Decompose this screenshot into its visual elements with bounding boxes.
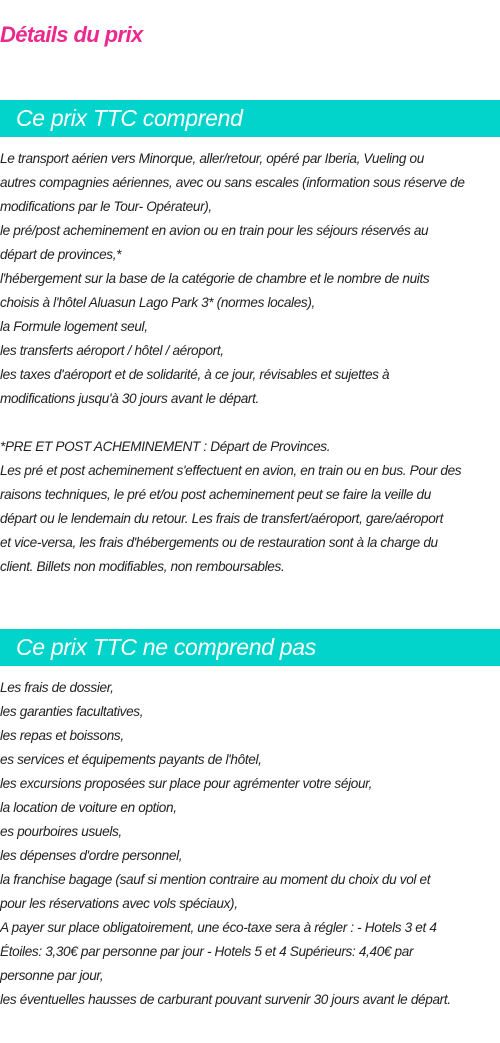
blank-line — [0, 411, 500, 435]
included-text-line: les taxes d'aéroport et de solidarité, à ce jour, révisables et sujettes à — [0, 367, 390, 382]
page-title: Détails du prix — [0, 22, 143, 47]
excluded-text-line: les excursions proposées sur place pour agrémenter votre séjour, — [0, 776, 373, 791]
included-text-line: raisons techniques, le pré et/ou post acheminement peut se faire la veille du — [0, 487, 431, 502]
included-text-line: Le transport aérien vers Minorque, aller/retour, opéré par Iberia, Vueling ou — [0, 151, 424, 166]
excluded-text-line: les éventuelles hausses de carburant pouvant survenir 30 jours avant le départ. — [0, 992, 451, 1007]
excluded-text-line: A payer sur place obligatoirement, une éco-taxe sera à régler : - Hotels 3 et 4 — [0, 920, 437, 935]
included-text-line: modifications par le Tour- Opérateur), — [0, 199, 212, 214]
included-section-header: Ce prix TTC comprend — [0, 100, 500, 137]
excluded-text-line: les dépenses d'ordre personnel, — [0, 848, 183, 863]
included-text-line: le pré/post acheminement en avion ou en train pour les séjours réservés au — [0, 223, 429, 238]
excluded-text-line: Les frais de dossier, — [0, 680, 114, 695]
included-text-line: départ de provinces,* — [0, 247, 122, 262]
included-text-line: Les pré et post acheminement s'effectuent en avion, en train ou en bus. Pour des — [0, 463, 462, 478]
included-text-line: modifications jusqu'à 30 jours avant le départ. — [0, 391, 259, 406]
excluded-text-line: les repas et boissons, — [0, 728, 124, 743]
included-text-line: l'hébergement sur la base de la catégorie de chambre et le nombre de nuits — [0, 271, 430, 286]
excluded-text-line: les garanties facultatives, — [0, 704, 144, 719]
included-text-line: les transferts aéroport / hôtel / aéroport, — [0, 343, 224, 358]
excluded-text-block — [0, 676, 500, 1012]
included-text-line: *PRE ET POST ACHEMINEMENT : Départ de Provinces. — [0, 439, 331, 454]
excluded-text-line: es services et équipements payants de l'hôtel, — [0, 752, 262, 767]
included-text-line: client. Billets non modifiables, non remboursables. — [0, 559, 285, 574]
included-text-line: la Formule logement seul, — [0, 319, 148, 334]
excluded-section-header: Ce prix TTC ne comprend pas — [0, 629, 500, 666]
excluded-text-line: la location de voiture en option, — [0, 800, 177, 815]
included-text-block — [0, 147, 500, 579]
included-text-line: et vice-versa, les frais d'hébergements ou de restauration sont à la charge du — [0, 535, 438, 550]
included-text-line: choisis à l'hôtel Aluasun Lago Park 3* (normes locales), — [0, 295, 315, 310]
excluded-text-line: la franchise bagage (sauf si mention contraire au moment du choix du vol et — [0, 872, 431, 887]
included-text-line: autres compagnies aériennes, avec ou sans escales (information sous réserve de — [0, 175, 465, 190]
excluded-text-line: es pourboires usuels, — [0, 824, 122, 839]
included-text-line: départ ou le lendemain du retour. Les frais de transfert/aéroport, gare/aéroport — [0, 511, 444, 526]
excluded-text-line: Étoiles: 3,30€ par personne par jour - Hotels 5 et 4 Supérieurs: 4,40€ par — [0, 944, 414, 959]
excluded-text-line: pour les réservations avec vols spéciaux), — [0, 896, 238, 911]
excluded-text-line: personne par jour, — [0, 968, 104, 983]
